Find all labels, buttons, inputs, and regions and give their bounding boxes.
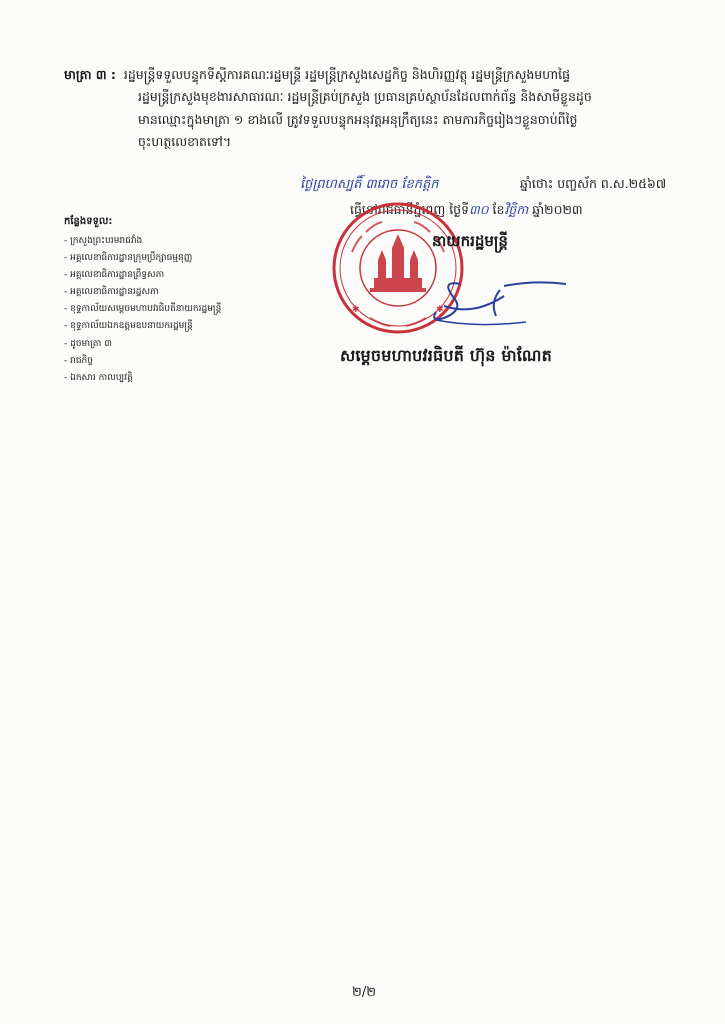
- article-text-line: ចុះហត្ថលេខាតទៅ។: [138, 133, 232, 149]
- recipients-list: [64, 212, 304, 387]
- page-number: ២/២: [352, 985, 377, 1000]
- article-text-line: មានឈ្មោះក្នុងមាត្រា ១ ខាងលើ ត្រូវទទួលបន្ទុកអនុវត្តអនុក្រឹត្យនេះ តាមភារកិច្ចរៀងៗខ្លួនចាប់ពីថ្ងៃ: [138, 111, 578, 127]
- article-text-line: រដ្ឋមន្ត្រីទទួលបន្ទុកទីស្តីការគណៈរដ្ឋមន្ត្រី រដ្ឋមន្ត្រីក្រសួងសេដ្ឋកិច្ច និងហិរញ្ញវត្ថុ រដ្ឋមន្ត្រីក្រសួងមហាផ្ទៃ: [123, 67, 570, 82]
- recipients-title: កន្លែងទទួល:: [64, 216, 113, 227]
- recipient-item: - រាជកិច្ច: [64, 353, 304, 370]
- signer-name: សម្តេចមហាបវរធិបតី ហ៊ុន ម៉ាណែត: [340, 346, 553, 365]
- signer-role: នាយករដ្ឋមន្ត្រី: [432, 232, 508, 250]
- lunar-year: ឆ្នាំថោះ បញ្ចស័ក ព.ស.២៥៦៧: [520, 176, 667, 191]
- recipient-item: - អគ្គលេខាធិការដ្ឋានក្រុមប្រឹក្សាធម្មនុញ្ញ: [64, 250, 304, 267]
- month-prefix: ខែ: [488, 202, 505, 217]
- day-handwritten: ៣០: [469, 202, 489, 217]
- recipient-item: - ក្រសួងព្រះបរមរាជវាំង: [64, 233, 304, 250]
- place-prefix: ធ្វើនៅរាជធានីភ្នំពេញ ថ្ងៃទី: [350, 202, 470, 217]
- recipient-item: - អគ្គលេខាធិការដ្ឋានរដ្ឋសភា: [64, 284, 304, 301]
- svg-text:✱: ✱: [352, 305, 360, 315]
- year-ad: ឆ្នាំ២០២៣: [528, 202, 583, 217]
- article-label: មាត្រា ៣ :: [64, 67, 116, 82]
- article-text-line: រដ្ឋមន្ត្រីក្រសួងមុខងារសាធារណៈ រដ្ឋមន្ត្រីគ្រប់ក្រសួង ប្រធានគ្រប់ស្ថាប័នដែលពាក់ព័ន្ធ និងសាមីខ្លួនដូច: [138, 89, 592, 105]
- article-3: [64, 64, 664, 153]
- recipient-item: - ដូចមាត្រា ៣: [64, 336, 304, 353]
- recipient-item: - ខុទ្ទកាល័យសម្តេចមហាបវរធិបតីនាយករដ្ឋមន្ត្រី: [64, 301, 304, 318]
- month-handwritten: វិច្ឆិកា: [504, 202, 529, 217]
- recipient-item: - ខុទ្ទកាល័យឯកឧត្តមឧបនាយករដ្ឋមន្ត្រី: [64, 318, 304, 335]
- recipient-item: - អគ្គលេខាធិការដ្ឋានព្រឹទ្ធសភា: [64, 267, 304, 284]
- handwritten-signature-icon: [400, 262, 570, 332]
- article-line-1: [64, 64, 664, 86]
- svg-text:✱: ✱: [436, 305, 444, 315]
- recipient-item: - ឯកសារ កាលប្បវត្តិ: [64, 370, 304, 387]
- lunar-date-handwritten: ថ្ងៃព្រហស្បតិ៍ ៣រោច ខែកត្តិក: [300, 177, 439, 192]
